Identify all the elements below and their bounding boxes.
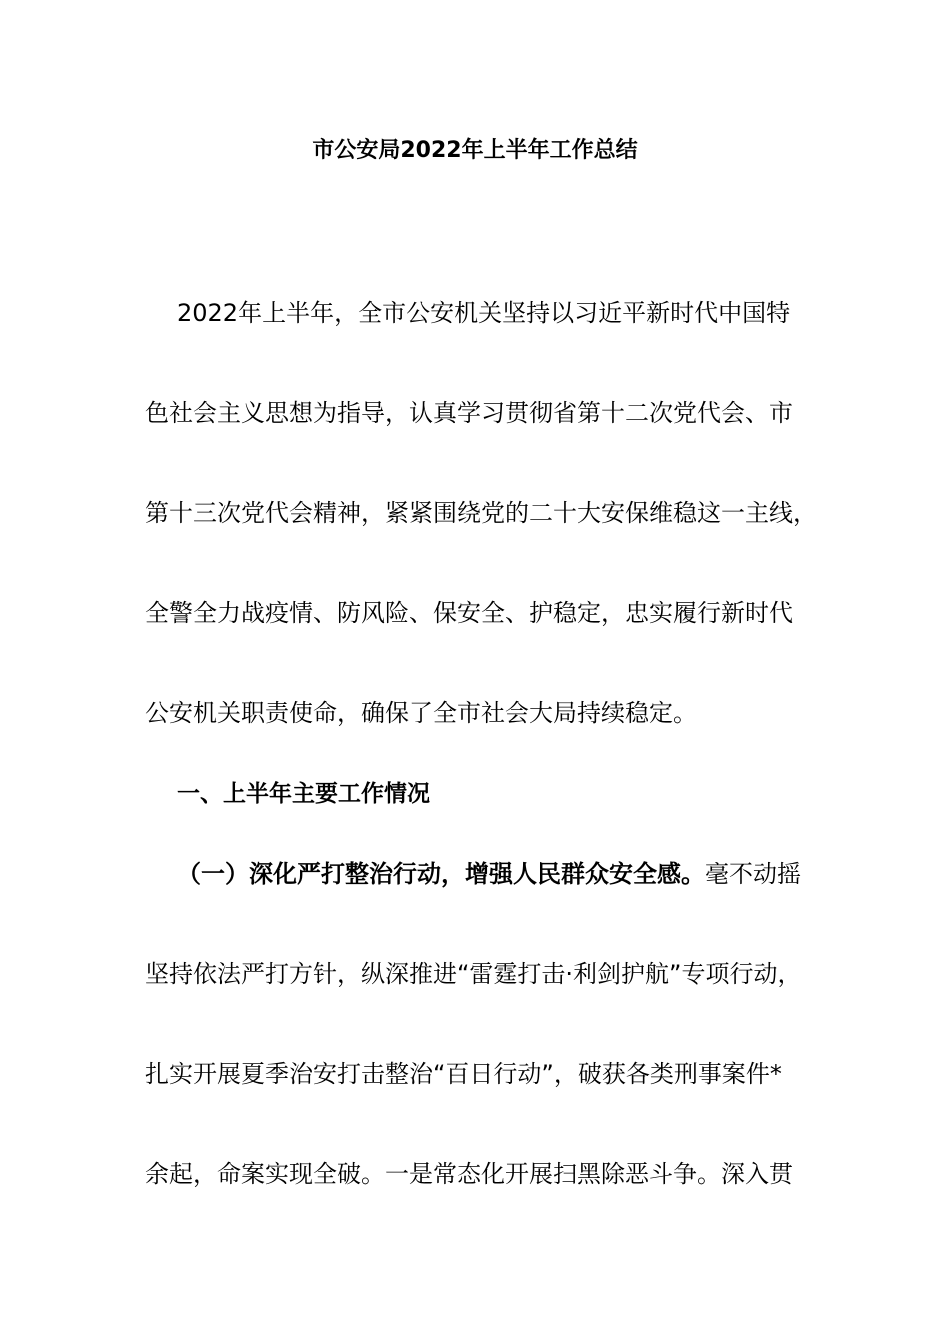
subsection-first-line bbox=[177, 858, 801, 890]
paragraph-line: 余起，命案实现全破。一是常态化开展扫黑除恶斗争。深入贯 bbox=[145, 1160, 793, 1188]
document-title: 市公安局2022年上半年工作总结 bbox=[312, 138, 638, 163]
paragraph-line: 第十三次党代会精神，紧紧围绕党的二十大安保维稳这一主线， bbox=[145, 499, 817, 527]
paragraph-line: 扎实开展夏季治安打击整治“百日行动”，破获各类刑事案件* bbox=[145, 1060, 782, 1088]
paragraph-line: 2022年上半年，全市公安机关坚持以习近平新时代中国特 bbox=[177, 299, 791, 327]
paragraph-line: 色社会主义思想为指导，认真学习贯彻省第十二次党代会、市 bbox=[145, 399, 793, 427]
paragraph-line: 坚持依法严打方针，纵深推进“雷霆打击·利剑护航”专项行动， bbox=[145, 960, 802, 988]
paragraph-text: 毫不动摇 bbox=[705, 860, 801, 888]
section-heading: 一、上半年主要工作情况 bbox=[177, 781, 430, 807]
paragraph-line: 公安机关职责使命，确保了全市社会大局持续稳定。 bbox=[145, 699, 697, 727]
subsection-heading: （一）深化严打整治行动，增强人民群众安全感。 bbox=[177, 860, 705, 888]
paragraph-line: 全警全力战疫情、防风险、保安全、护稳定，忠实履行新时代 bbox=[145, 599, 793, 627]
